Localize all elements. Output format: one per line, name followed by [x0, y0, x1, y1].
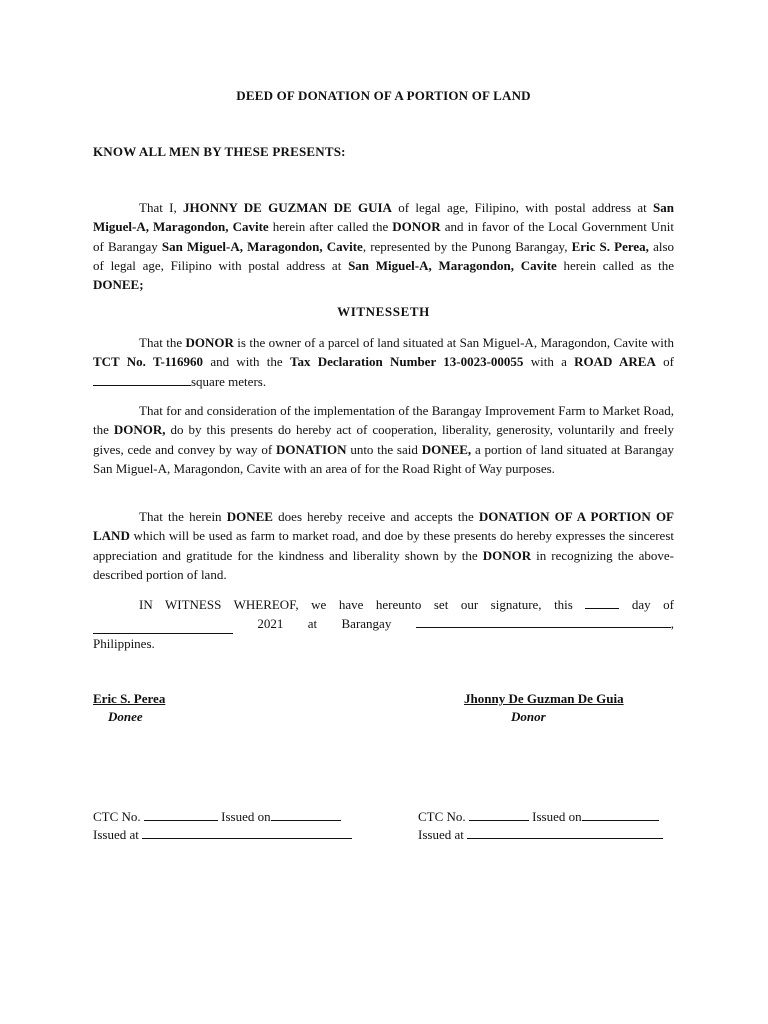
document-title: DEED OF DONATION OF A PORTION OF LAND	[236, 88, 531, 103]
donor-role-label: Donor	[511, 709, 546, 724]
day-blank[interactable]	[585, 596, 619, 609]
tct-number: TCT No. T-116960	[93, 354, 204, 370]
donee-signature-name: Eric S. Perea	[93, 691, 166, 706]
donee-issued-on-blank[interactable]	[271, 808, 341, 821]
paragraph-witness-whereof: IN WITNESS WHEREOF, we have hereunto set our signature, this day of 2021 at Barangay , Philippines.	[93, 597, 674, 651]
barangay-blank[interactable]	[416, 615, 671, 628]
month-blank[interactable]	[93, 621, 233, 634]
donee-ctc-block: CTC No. Issued on Issued at	[93, 808, 352, 844]
donor-ctc-block: CTC No. Issued on Issued at	[418, 808, 663, 844]
representative-name: Eric S. Perea,	[571, 238, 649, 254]
paragraph-parties: That I, JHONNY DE GUZMAN DE GUIA of legal age, Filipino, with postal address at San Miguel-A, Maragondon, Cavite herein after called the DONOR and in favor of the Local Government Unit of Barangay San Miguel-A, Maragondon, Cavite, represented by the Punong Barangay, Eric S. Perea, also of legal age, Filipino with postal address at San Miguel-A, Maragondon, Cavite herein called as the DONEE;	[93, 200, 675, 293]
donee-issued-at-blank[interactable]	[142, 826, 352, 839]
road-area-blank[interactable]	[93, 373, 191, 386]
witnesseth-heading: WITNESSETH	[337, 304, 430, 319]
donor-ctc-number-blank[interactable]	[469, 808, 529, 821]
paragraph-consideration: That for and consideration of the implementation of the Barangay Improvement Farm to Market Road, the DONOR, do by this presents do hereby act of cooperation, liberality, generosity, voluntarily and freely gives, cede and convey by way of DONATION unto the said DONEE, a portion of land situated at Barangay San Miguel-A, Maragondon, Cavite with an area of for the Road Right of Way purposes.	[93, 403, 674, 476]
donor-signature-name: Jhonny De Guzman De Guia	[464, 691, 624, 706]
donor-issued-on-blank[interactable]	[582, 808, 659, 821]
donor-issued-at-blank[interactable]	[467, 826, 663, 839]
donee-ctc-number-blank[interactable]	[144, 808, 218, 821]
donor-name: JHONNY DE GUZMAN DE GUIA	[183, 200, 392, 215]
paragraph-acceptance: That the herein DONEE does hereby receive and accepts the DONATION OF A PORTION OF LAND which will be used as farm to market road, and doe by these presents do hereby expresses the sincerest appreciation and gratitude for the kindness and liberality shown by the DONOR in recognizing the above-described portion of land.	[93, 509, 674, 582]
donee-role-label: Donee	[108, 709, 143, 724]
know-all-heading: KNOW ALL MEN BY THESE PRESENTS:	[93, 144, 346, 159]
year-text: 2021	[257, 616, 284, 632]
tax-declaration: Tax Declaration Number 13-0023-00055	[289, 354, 524, 370]
paragraph-ownership: That the DONOR is the owner of a parcel of land situated at San Miguel-A, Maragondon, Cavite with TCT No. T-116960 and with the Tax Declaration Number 13-0023-00055 with a ROAD AREA of square meters.	[93, 335, 674, 389]
